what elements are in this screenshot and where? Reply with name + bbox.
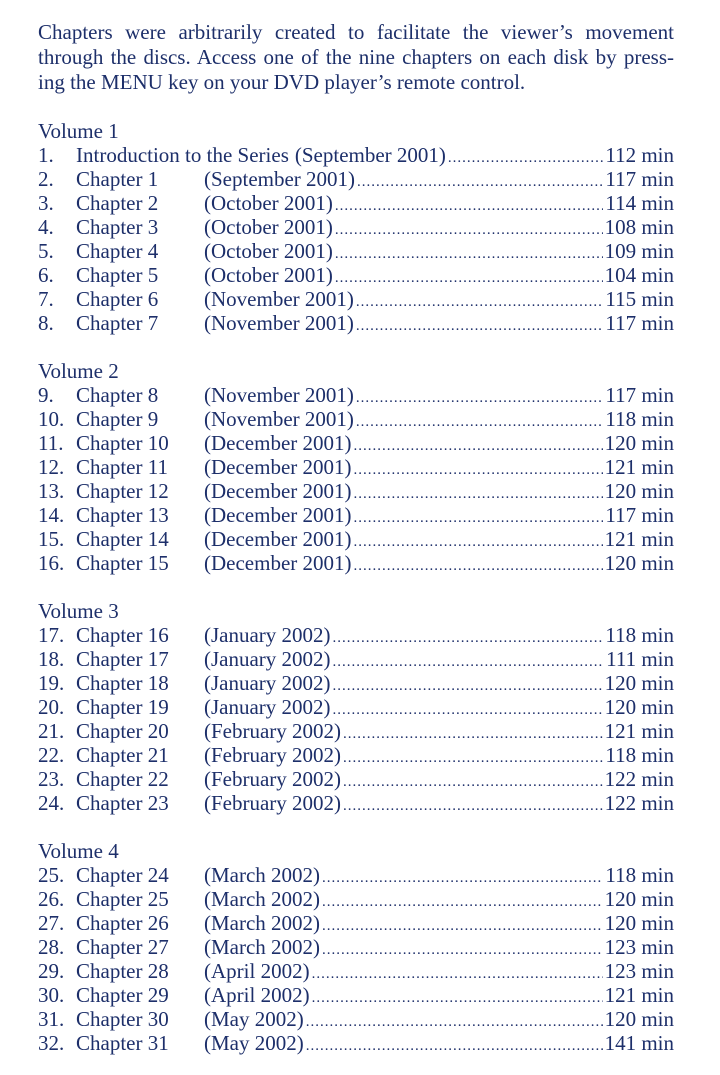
chapter-entry xyxy=(38,263,674,287)
volume-section xyxy=(38,840,674,1055)
entry-duration: 123 min xyxy=(604,935,674,959)
dot-leader xyxy=(448,146,603,170)
entry-chapter: Chapter 18 xyxy=(76,671,169,695)
entry-number: 29. xyxy=(38,959,65,983)
entry-number: 27. xyxy=(38,911,65,935)
entry-duration: 120 min xyxy=(604,671,674,695)
entry-number: 13. xyxy=(38,479,65,503)
dot-leader xyxy=(322,938,603,962)
entry-number: 26. xyxy=(38,887,65,911)
entry-chapter: Chapter 1 xyxy=(76,167,159,191)
entry-date: (November 2001) xyxy=(204,311,354,335)
entry-duration: 122 min xyxy=(604,791,674,815)
entry-duration: 111 min xyxy=(606,647,674,671)
entry-date: (October 2001) xyxy=(204,263,333,287)
entry-number: 32. xyxy=(38,1031,65,1055)
entry-duration: 108 min xyxy=(604,215,674,239)
volume-title: Volume 4 xyxy=(38,839,119,863)
entry-number: 25. xyxy=(38,863,65,887)
entry-duration: 122 min xyxy=(604,767,674,791)
entry-date: (November 2001) xyxy=(204,383,354,407)
dot-leader xyxy=(354,554,603,578)
entry-number: 11. xyxy=(38,431,64,455)
chapter-entry xyxy=(38,287,674,311)
entry-chapter: Chapter 4 xyxy=(76,239,159,263)
entry-chapter: Chapter 2 xyxy=(76,191,159,215)
entry-date: (December 2001) xyxy=(204,551,352,575)
entry-number: 20. xyxy=(38,695,65,719)
entry-date: (February 2002) xyxy=(204,719,342,743)
volume-title: Volume 3 xyxy=(38,599,119,623)
entry-duration: 120 min xyxy=(604,911,674,935)
dot-leader xyxy=(343,746,603,770)
chapter-entry xyxy=(38,623,674,647)
chapter-entry xyxy=(38,167,674,191)
entry-chapter: Chapter 7 xyxy=(76,311,159,335)
dot-leader xyxy=(343,794,603,818)
dot-leader xyxy=(354,506,604,530)
entry-duration: 121 min xyxy=(604,983,674,1007)
entry-chapter: Chapter 25 xyxy=(76,887,169,911)
dot-leader xyxy=(354,434,603,458)
entry-chapter: Chapter 28 xyxy=(76,959,169,983)
entry-chapter: Chapter 13 xyxy=(76,503,169,527)
chapter-entry xyxy=(38,455,674,479)
chapter-entry xyxy=(38,911,674,935)
entry-date: (January 2002) xyxy=(204,647,331,671)
chapter-entry xyxy=(38,191,674,215)
entry-duration: 118 min xyxy=(605,743,674,767)
entry-duration: 118 min xyxy=(605,863,674,887)
volume-section xyxy=(38,120,674,335)
entry-number: 30. xyxy=(38,983,65,1007)
chapter-entry xyxy=(38,551,674,575)
entry-duration: 141 min xyxy=(604,1031,674,1055)
volume-list xyxy=(38,120,674,1055)
entry-duration: 121 min xyxy=(604,455,674,479)
entry-date: (April 2002) xyxy=(204,983,310,1007)
entry-chapter: Chapter 30 xyxy=(76,1007,169,1031)
entry-chapter: Chapter 27 xyxy=(76,935,169,959)
entry-duration: 115 min xyxy=(605,287,674,311)
dot-leader xyxy=(357,170,603,194)
entry-date: (December 2001) xyxy=(204,479,352,503)
entry-date: (October 2001) xyxy=(204,215,333,239)
dot-leader xyxy=(306,1010,603,1034)
entry-date: (December 2001) xyxy=(204,455,352,479)
entry-number: 5. xyxy=(38,239,54,263)
entry-date: (September 2001) xyxy=(294,143,446,167)
entry-chapter: Introduction to the Series xyxy=(76,143,289,167)
entry-duration: 120 min xyxy=(604,1007,674,1031)
entry-date: (January 2002) xyxy=(204,623,331,647)
entry-date: (December 2001) xyxy=(204,503,352,527)
chapter-entry xyxy=(38,719,674,743)
entry-date: (December 2001) xyxy=(204,431,352,455)
dot-leader xyxy=(333,650,605,674)
entry-date: (March 2002) xyxy=(204,911,321,935)
entry-number: 3. xyxy=(38,191,54,215)
dot-leader xyxy=(333,674,603,698)
dot-leader xyxy=(356,314,603,338)
entry-number: 24. xyxy=(38,791,65,815)
volume-section xyxy=(38,360,674,575)
entry-number: 8. xyxy=(38,311,54,335)
chapter-entry xyxy=(38,767,674,791)
chapter-entry xyxy=(38,215,674,239)
entry-chapter: Chapter 21 xyxy=(76,743,169,767)
entry-date: (March 2002) xyxy=(204,887,321,911)
chapter-entry xyxy=(38,407,674,431)
entry-number: 19. xyxy=(38,671,65,695)
entry-chapter: Chapter 5 xyxy=(76,263,159,287)
entry-chapter: Chapter 23 xyxy=(76,791,169,815)
dot-leader xyxy=(343,722,603,746)
entry-duration: 118 min xyxy=(605,623,674,647)
entry-duration: 117 min xyxy=(605,383,674,407)
entry-chapter: Chapter 26 xyxy=(76,911,169,935)
entry-chapter: Chapter 29 xyxy=(76,983,169,1007)
entry-date: (January 2002) xyxy=(204,671,331,695)
entry-number: 9. xyxy=(38,383,54,407)
dot-leader xyxy=(335,242,603,266)
entry-duration: 121 min xyxy=(604,719,674,743)
chapter-entry xyxy=(38,431,674,455)
entry-chapter: Chapter 10 xyxy=(76,431,169,455)
entry-number: 22. xyxy=(38,743,65,767)
entry-chapter: Chapter 12 xyxy=(76,479,169,503)
dot-leader xyxy=(312,986,603,1010)
entry-date: (January 2002) xyxy=(204,695,331,719)
volume-title: Volume 2 xyxy=(38,359,119,383)
entry-duration: 120 min xyxy=(604,551,674,575)
entry-number: 14. xyxy=(38,503,65,527)
entry-number: 21. xyxy=(38,719,65,743)
entry-duration: 104 min xyxy=(604,263,674,287)
entry-number: 15. xyxy=(38,527,65,551)
entry-number: 2. xyxy=(38,167,54,191)
entry-duration: 120 min xyxy=(604,479,674,503)
chapter-entry xyxy=(38,863,674,887)
entry-chapter: Chapter 22 xyxy=(76,767,169,791)
entry-duration: 109 min xyxy=(604,239,674,263)
entry-date: (February 2002) xyxy=(204,767,342,791)
entry-date: (November 2001) xyxy=(204,287,354,311)
dot-leader xyxy=(322,866,603,890)
chapter-entry xyxy=(38,647,674,671)
entry-date: (February 2002) xyxy=(204,791,342,815)
entry-duration: 117 min xyxy=(605,167,674,191)
dot-leader xyxy=(312,962,603,986)
chapter-entry xyxy=(38,791,674,815)
entry-date: (December 2001) xyxy=(204,527,352,551)
dot-leader xyxy=(356,410,603,434)
chapter-entry xyxy=(38,695,674,719)
entry-number: 16. xyxy=(38,551,65,575)
dot-leader xyxy=(306,1034,603,1058)
entry-chapter: Chapter 6 xyxy=(76,287,159,311)
entry-number: 6. xyxy=(38,263,54,287)
entry-number: 28. xyxy=(38,935,65,959)
entry-number: 17. xyxy=(38,623,65,647)
entry-number: 7. xyxy=(38,287,54,311)
entry-chapter: Chapter 16 xyxy=(76,623,169,647)
entry-duration: 120 min xyxy=(604,431,674,455)
entry-chapter: Chapter 31 xyxy=(76,1031,169,1055)
entry-duration: 120 min xyxy=(604,695,674,719)
entry-number: 23. xyxy=(38,767,65,791)
entry-number: 12. xyxy=(38,455,65,479)
dot-leader xyxy=(354,530,603,554)
dot-leader xyxy=(356,386,603,410)
chapter-entry xyxy=(38,1031,674,1055)
entry-date: (March 2002) xyxy=(204,935,321,959)
chapter-entry xyxy=(38,935,674,959)
entry-date: (October 2001) xyxy=(204,239,333,263)
entry-duration: 121 min xyxy=(604,527,674,551)
chapter-entry xyxy=(38,311,674,335)
entry-date: (March 2002) xyxy=(204,863,321,887)
chapter-entry xyxy=(38,239,674,263)
chapter-entry xyxy=(38,887,674,911)
entry-duration: 117 min xyxy=(605,311,674,335)
entry-duration: 112 min xyxy=(605,143,674,167)
dot-leader xyxy=(354,482,603,506)
entry-number: 4. xyxy=(38,215,54,239)
volume-title: Volume 1 xyxy=(38,119,119,143)
dot-leader xyxy=(322,914,603,938)
chapter-entry xyxy=(38,983,674,1007)
dot-leader xyxy=(322,890,603,914)
intro-paragraph: Chapters were arbitrarily created to facilitate the viewer’s movement through the discs. Access one of the nine chapters on each disk by press-ing the MENU key on your DVD player’s remote control. xyxy=(38,20,674,94)
dot-leader xyxy=(335,218,603,242)
entry-date: (September 2001) xyxy=(204,167,356,191)
entry-date: (May 2002) xyxy=(204,1031,304,1055)
entry-date: (February 2002) xyxy=(204,743,342,767)
entry-number: 18. xyxy=(38,647,65,671)
entry-duration: 118 min xyxy=(605,407,674,431)
entry-number: 10. xyxy=(38,407,65,431)
chapter-entry xyxy=(38,1007,674,1031)
chapter-entry xyxy=(38,527,674,551)
entry-chapter: Chapter 15 xyxy=(76,551,169,575)
volume-section xyxy=(38,600,674,815)
entry-date: (November 2001) xyxy=(204,407,354,431)
chapter-entry xyxy=(38,671,674,695)
entry-chapter: Chapter 19 xyxy=(76,695,169,719)
entry-duration: 117 min xyxy=(605,503,674,527)
entry-date: (April 2002) xyxy=(204,959,310,983)
dot-leader xyxy=(333,626,604,650)
entry-chapter: Chapter 3 xyxy=(76,215,159,239)
entry-duration: 114 min xyxy=(605,191,674,215)
entry-chapter: Chapter 14 xyxy=(76,527,169,551)
dot-leader xyxy=(343,770,603,794)
chapter-entry xyxy=(38,479,674,503)
entry-duration: 120 min xyxy=(604,887,674,911)
entry-number: 31. xyxy=(38,1007,65,1031)
dot-leader xyxy=(333,698,603,722)
entry-date: (May 2002) xyxy=(204,1007,304,1031)
dot-leader xyxy=(335,194,603,218)
chapter-entry xyxy=(38,959,674,983)
chapter-entry xyxy=(38,503,674,527)
entry-chapter: Chapter 20 xyxy=(76,719,169,743)
entry-chapter: Chapter 9 xyxy=(76,407,159,431)
entry-chapter: Chapter 11 xyxy=(76,455,168,479)
dot-leader xyxy=(356,290,603,314)
chapter-entry xyxy=(38,143,674,167)
entry-chapter: Chapter 17 xyxy=(76,647,169,671)
entry-chapter: Chapter 24 xyxy=(76,863,169,887)
chapter-entry xyxy=(38,743,674,767)
dot-leader xyxy=(354,458,603,482)
entry-duration: 123 min xyxy=(604,959,674,983)
entry-date: (October 2001) xyxy=(204,191,333,215)
entry-number: 1. xyxy=(38,143,54,167)
entry-chapter: Chapter 8 xyxy=(76,383,159,407)
chapter-entry xyxy=(38,383,674,407)
dot-leader xyxy=(335,266,603,290)
